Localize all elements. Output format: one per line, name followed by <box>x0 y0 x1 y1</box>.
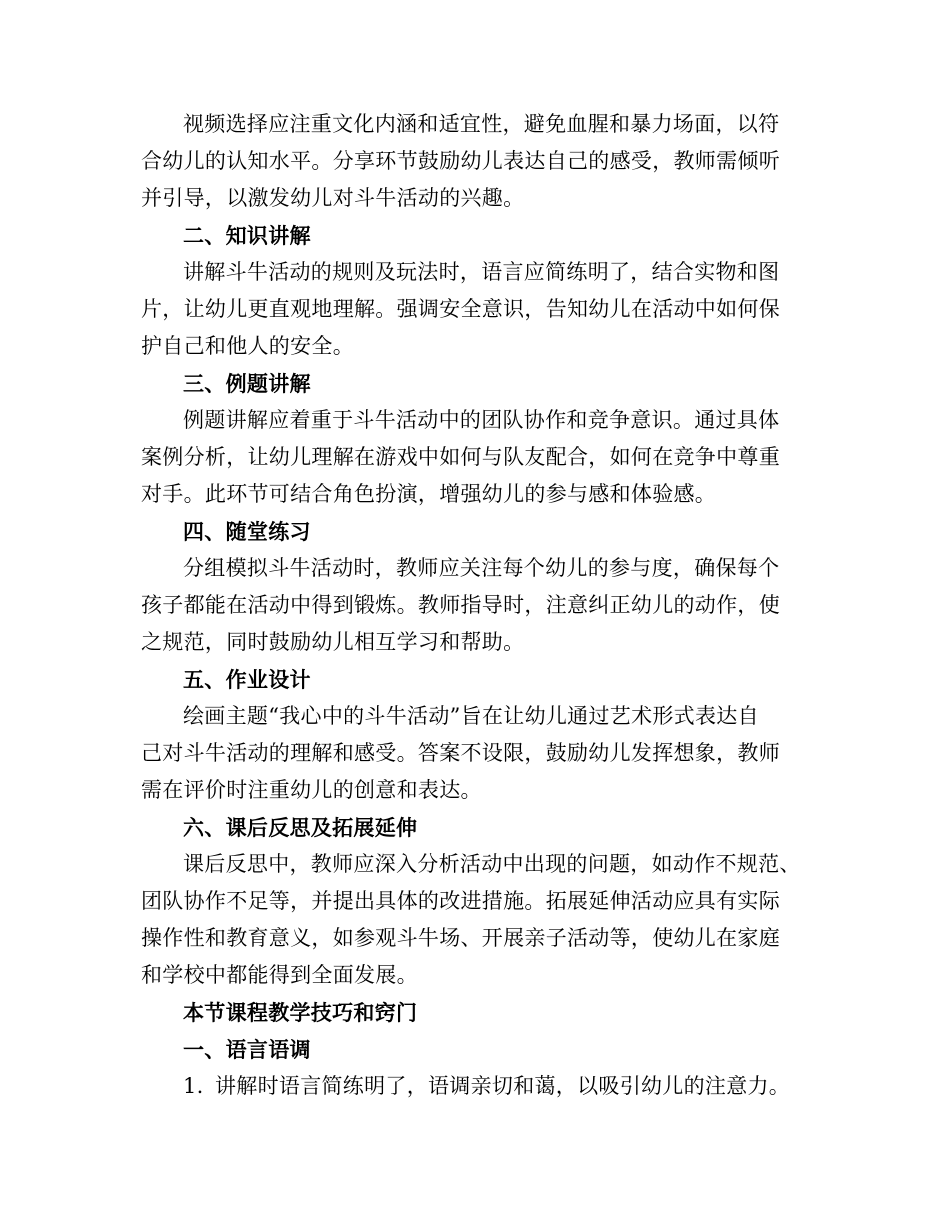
text-line: 护自己和他人的安全。 <box>141 334 354 358</box>
text-line: 分组模拟斗牛活动时，教师应关注每个幼儿的参与度，确保每个 <box>183 556 780 580</box>
text-line: 案例分析，让幼儿理解在游戏中如何与队友配合，如何在竞争中尊重 <box>141 445 780 469</box>
text-line: 绘画主题“我心中的斗牛活动”旨在让幼儿通过艺术形式表达自 <box>183 704 759 728</box>
list-item <box>141 1068 809 1105</box>
text-line: 之规范，同时鼓励幼儿相互学习和帮助。 <box>141 630 525 654</box>
text-line: 操作性和教育意义，如参观斗牛场、开展亲子活动等，使幼儿在家庭 <box>141 926 780 950</box>
text-line: 例题讲解应着重于斗牛活动中的团队协作和竞争意识。通过具体 <box>183 408 780 432</box>
section-heading: 五、作业设计 <box>183 667 311 692</box>
paragraph-lines <box>141 106 809 1068</box>
section-heading: 四、随堂练习 <box>183 519 311 544</box>
text-line: 课后反思中，教师应深入分析活动中出现的问题，如动作不规范、 <box>183 852 801 876</box>
text-line: 团队协作不足等，并提出具体的改进措施。拓展延伸活动应具有实际 <box>141 889 780 913</box>
list-item-number: 1. <box>183 1074 204 1098</box>
text-line: 片，让幼儿更直观地理解。强调安全意识，告知幼儿在活动中如何保 <box>141 297 780 321</box>
section-heading: 本节课程教学技巧和窍门 <box>183 1000 418 1025</box>
text-line: 需在评价时注重幼儿的创意和表达。 <box>141 778 482 802</box>
text-line: 己对斗牛活动的理解和感受。答案不设限，鼓励幼儿发挥想象，教师 <box>141 741 780 765</box>
section-heading: 三、例题讲解 <box>183 371 311 396</box>
text-line: 视频选择应注重文化内涵和适宜性，避免血腥和暴力场面，以符 <box>183 112 780 136</box>
text-line: 和学校中都能得到全面发展。 <box>141 963 418 987</box>
section-heading: 二、知识讲解 <box>183 223 311 248</box>
text-line: 孩子都能在活动中得到锻炼。教师指导时，注意纠正幼儿的动作，使 <box>141 593 780 617</box>
section-heading: 六、课后反思及拓展延伸 <box>183 815 418 840</box>
text-line: 讲解斗牛活动的规则及玩法时，语言应简练明了，结合实物和图 <box>183 260 780 284</box>
list-item-text: 讲解时语言简练明了，语调亲切和蔼，以吸引幼儿的注意力。 <box>215 1074 791 1098</box>
document-body <box>141 106 809 1105</box>
text-line: 合幼儿的认知水平。分享环节鼓励幼儿表达自己的感受，教师需倾听 <box>141 149 780 173</box>
text-line: 对手。此环节可结合角色扮演，增强幼儿的参与感和体验感。 <box>141 482 717 506</box>
text-line: 并引导，以激发幼儿对斗牛活动的兴趣。 <box>141 186 525 210</box>
section-heading: 一、语言语调 <box>183 1037 311 1062</box>
